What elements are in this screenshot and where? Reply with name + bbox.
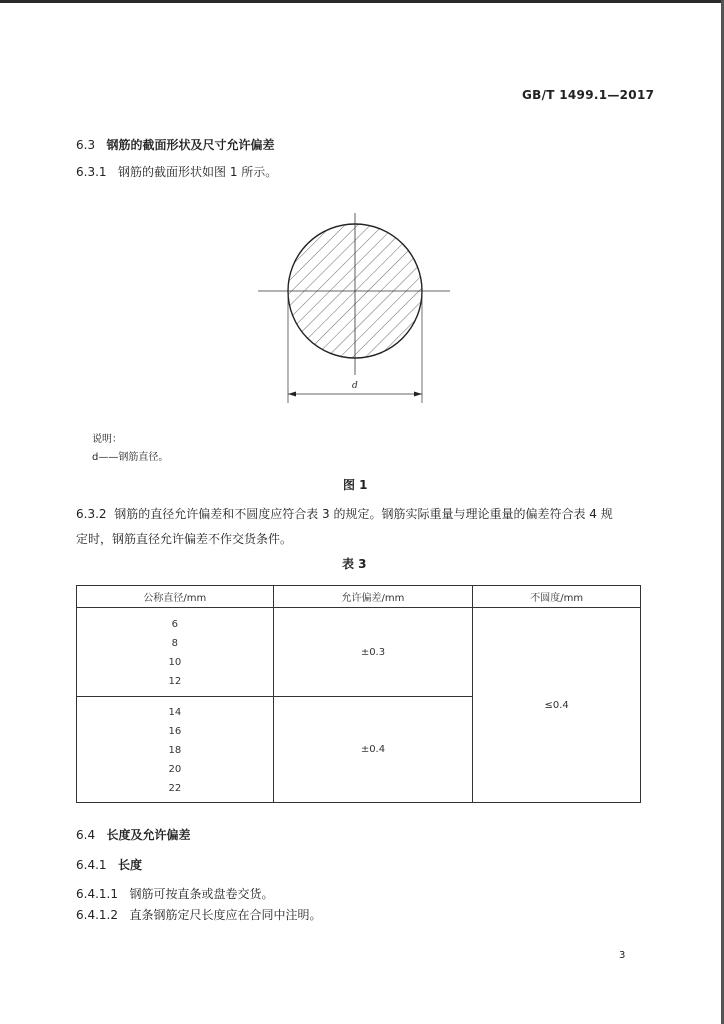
section-title: 钢筋的截面形状及尺寸允许偏差 bbox=[106, 138, 275, 152]
tolerance-cell: ±0.3 bbox=[273, 608, 473, 697]
section-6-3-2-line1 bbox=[76, 505, 666, 522]
cross-section-figure bbox=[250, 205, 460, 405]
dimension-label: d bbox=[352, 381, 358, 391]
diameter-value: 18 bbox=[168, 745, 182, 756]
section-6-4-1-1 bbox=[76, 885, 273, 902]
tolerance-cell: ±0.4 bbox=[273, 697, 473, 803]
section-number: 6.4.1 bbox=[76, 858, 107, 872]
section-text: 直条钢筋定尺长度应在合同中注明。 bbox=[129, 908, 322, 922]
section-6-3-2-line2: 定时，钢筋直径允许偏差不作交货条件。 bbox=[76, 532, 293, 546]
header-roundness: 不圆度/mm bbox=[473, 586, 641, 608]
section-number: 6.4.1.2 bbox=[76, 908, 118, 922]
header-tolerance: 允许偏差/mm bbox=[273, 586, 473, 608]
dimension-arrow-right bbox=[414, 392, 422, 397]
diameter-value: 22 bbox=[168, 783, 182, 794]
diameter-value: 20 bbox=[168, 764, 182, 775]
dimension-arrow-left bbox=[288, 392, 296, 397]
section-text: 钢筋的直径允许偏差和不圆度应符合表 3 的规定。钢筋实际重量与理论重量的偏差符合表 4 规 bbox=[114, 507, 613, 521]
scan-edge-top bbox=[0, 0, 724, 3]
section-6-4-1-heading bbox=[76, 856, 142, 873]
table-row bbox=[77, 608, 641, 697]
section-number: 6.4 bbox=[76, 828, 96, 842]
section-6-3-heading bbox=[76, 136, 275, 153]
section-number: 6.3 bbox=[76, 138, 96, 152]
section-number: 6.3.1 bbox=[76, 165, 107, 179]
legend-item: d——钢筋直径。 bbox=[92, 452, 169, 463]
diameter-cell bbox=[77, 697, 274, 803]
diameter-cell bbox=[77, 608, 274, 697]
tolerance-table bbox=[76, 585, 641, 803]
section-6-3-1 bbox=[76, 163, 277, 180]
table-header-row bbox=[77, 586, 641, 608]
section-text: 钢筋可按直条或盘卷交货。 bbox=[129, 887, 274, 901]
roundness-cell: ≤0.4 bbox=[473, 608, 641, 803]
diameter-value: 16 bbox=[168, 726, 182, 737]
table-caption: 表 3 bbox=[342, 557, 367, 571]
section-6-4-1-2 bbox=[76, 906, 321, 923]
diameter-value: 14 bbox=[168, 707, 182, 718]
section-6-4-heading bbox=[76, 826, 191, 843]
section-number: 6.4.1.1 bbox=[76, 887, 118, 901]
figure-caption: 图 1 bbox=[343, 478, 368, 492]
section-title: 长度及允许偏差 bbox=[106, 828, 191, 842]
section-title: 长度 bbox=[118, 858, 143, 872]
diameter-value: 12 bbox=[168, 676, 182, 687]
section-number: 6.3.2 bbox=[76, 507, 107, 521]
diameter-value: 10 bbox=[168, 657, 182, 668]
section-text: 钢筋的截面形状如图 1 所示。 bbox=[118, 165, 278, 179]
diameter-value: 8 bbox=[171, 638, 178, 649]
header-nominal-diameter: 公称直径/mm bbox=[77, 586, 274, 608]
page-number: 3 bbox=[619, 950, 626, 961]
legend-title: 说明： bbox=[92, 434, 122, 445]
standard-code: GB/T 1499.1—2017 bbox=[522, 88, 655, 102]
diameter-value: 6 bbox=[171, 619, 178, 630]
